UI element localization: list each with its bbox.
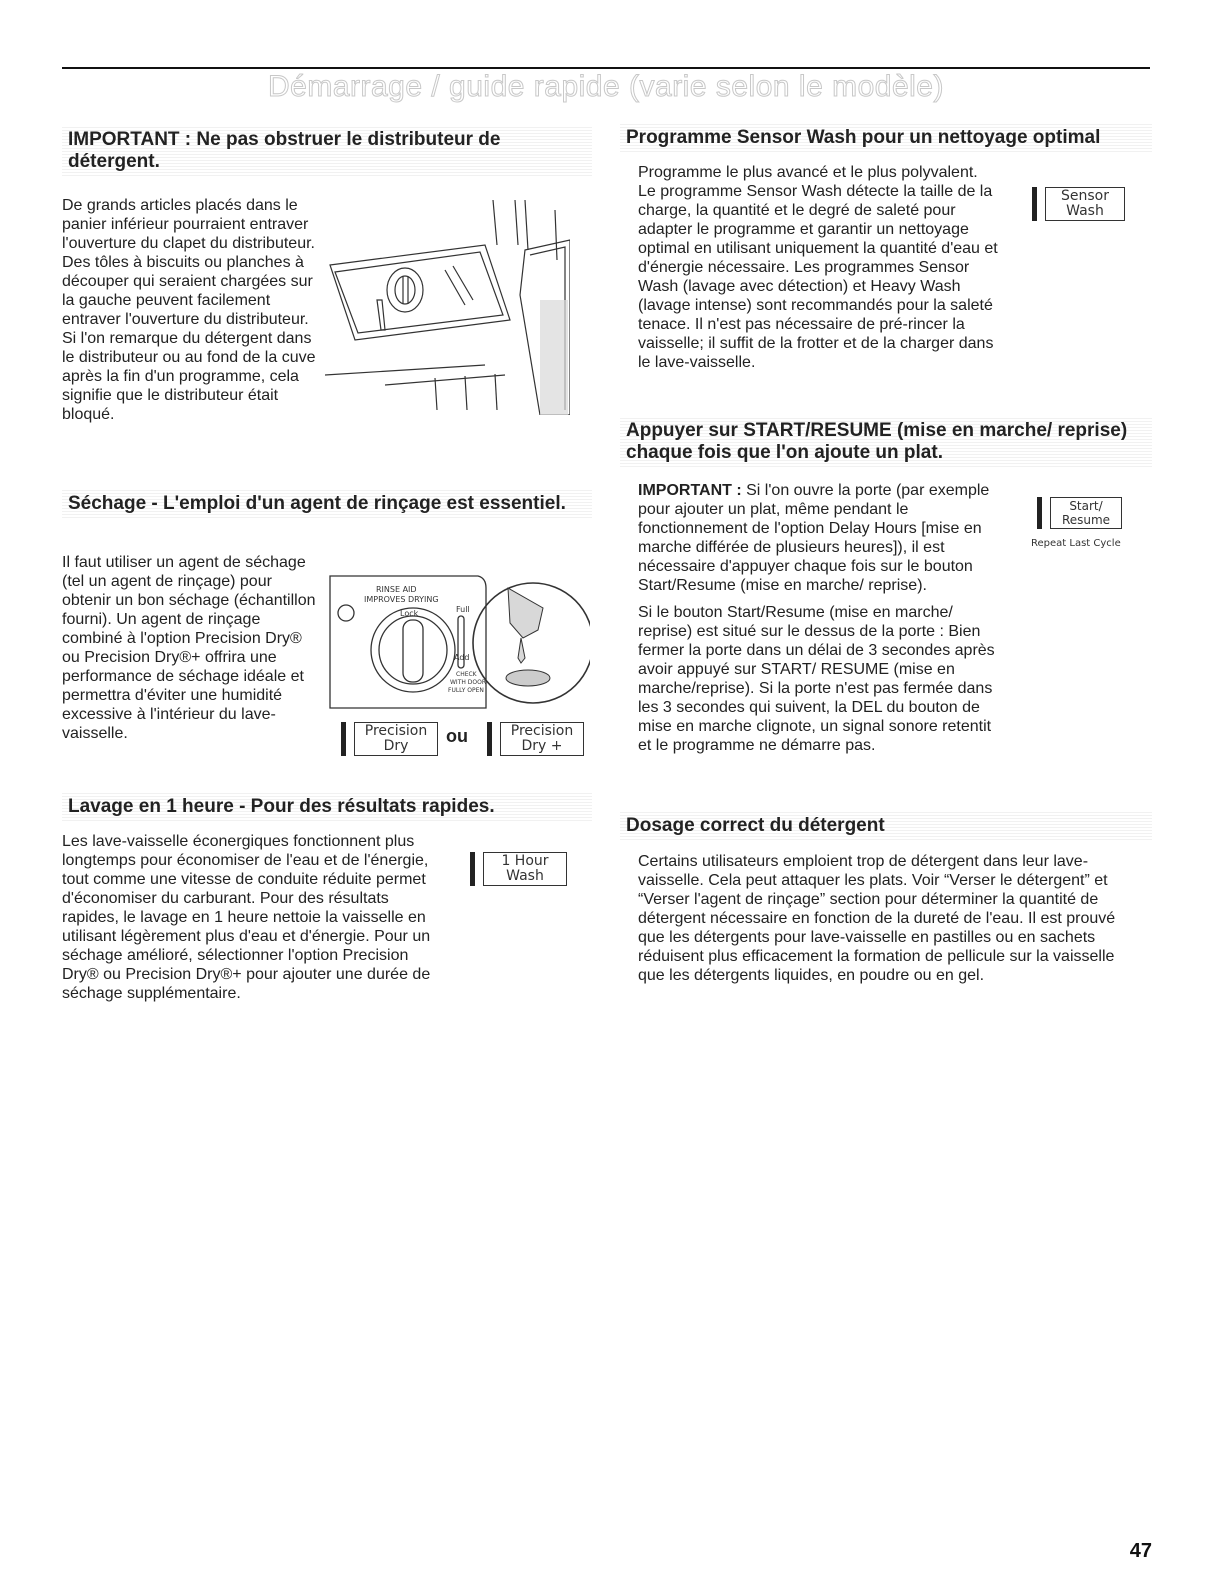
- button-indicator: [470, 852, 475, 886]
- precision-dry-button-label: Precision Dry: [354, 722, 438, 756]
- precision-dry-plus-button-label: Precision Dry +: [500, 722, 584, 756]
- button-indicator: [1037, 497, 1042, 529]
- start-body-text-1: Si l'on ouvre la porte (par exemple pour ajouter un plat, même pendant le fonctionnement de l'option Delay Hours [mise en marche différée de plusieurs heures]), il est nécessaire d'appuyer chaque fois sur le bouton Start/Resume (mise en marche/ reprise).: [638, 482, 990, 594]
- top-rule: [62, 67, 1150, 69]
- drying-body: Il faut utiliser un agent de séchage (tel un agent de rinçage) pour obtenir un bon séchage (échantillon fourni). Un agent de rinçage combiné à l'option Precision Dry® ou Precision Dry®+ offrira une performance de séchage idéale et permettra d'éviter une humidité excessive à l'intérieur du lave-vaisselle.: [62, 554, 316, 742]
- button-indicator: [341, 722, 346, 756]
- rinse-aid-label: RINSE AID: [376, 585, 417, 594]
- dosage-body: Certains utilisateurs emploient trop de détergent dans leur lave-vaisselle. Cela peut attaquer les plats. Voir “Verser le détergent” et “Verser l'agent de rinçage” section pour déterminer la quantité de détergent nécessaire en fonction de la dureté de l'eau. Il est prouvé que les détergents pour lave-vaisselle en pastilles ou en sachets réduisent plus efficacement la formation de pellicule sur la vaisselle que les détergents liquides, en poudre ou en gel.: [638, 853, 1116, 984]
- one-hour-wash-button-label: 1 Hour Wash: [483, 852, 567, 886]
- full-label: Full: [456, 605, 470, 614]
- start-body-paragraph-1: [638, 481, 1008, 595]
- dispenser-illustration: [325, 200, 570, 415]
- or-label: ou: [446, 726, 468, 746]
- sensor-body: Programme le plus avancé et le plus polyvalent. Le programme Sensor Wash détecte la taille de la charge, la quantité et le degré de saleté pour adapter le programme et garantir un nettoyage optimal en utilisant uniquement la quantité d'eau et d'énergie nécessaire. Les programmes Sensor Wash (lavage avec détection) et Heavy Wash (lavage intense) sont recommandés pour la saleté tenace. Il n'est pas nécessaire de pré-rincer la vaisselle; il suffit de la frotter et de la charger dans le lave-vaisselle.: [638, 164, 998, 371]
- page-number: 47: [1129, 1540, 1152, 1562]
- page-title: Démarrage / guide rapide (varie selon le modèle): [267, 70, 944, 103]
- lock-label: Lock: [400, 609, 419, 618]
- one-hour-wash-button: [470, 852, 567, 886]
- sensor-wash-button: [1032, 187, 1125, 221]
- with-door-label: WITH DOOR: [450, 679, 487, 686]
- start-resume-button-label: Start/ Resume: [1050, 497, 1122, 529]
- repeat-last-cycle-caption: Repeat Last Cycle: [1031, 538, 1121, 549]
- button-indicator: [487, 722, 492, 756]
- fully-open-label: FULLY OPEN: [448, 687, 484, 694]
- dosage-heading: Dosage correct du détergent: [620, 812, 1152, 840]
- sensor-heading: Programme Sensor Wash pour un nettoyage optimal: [620, 124, 1152, 152]
- precision-dry-button: [341, 722, 438, 756]
- check-label: CHECK: [456, 671, 477, 678]
- start-body-paragraph-2: Si le bouton Start/Resume (mise en marche/ reprise) est situé sur le dessus de la porte : Bien fermer la porte dans un délai de 3 secondes après avoir appuyé sur START/ RESUME (mise en marche/reprise). Si la porte n'est pas fermée dans les 3 secondes qui suivent, la DEL du bouton de mise en marche clignote, un signal sonore retentit et le programme ne démarre pas.: [638, 604, 995, 754]
- one-hour-heading: Lavage en 1 heure - Pour des résultats rapides.: [62, 793, 592, 821]
- dispenser-heading: IMPORTANT : Ne pas obstruer le distributeur de détergent.: [62, 126, 592, 176]
- improves-drying-label: IMPROVES DRYING: [364, 595, 439, 604]
- start-resume-button: [1037, 497, 1122, 529]
- dispenser-body: De grands articles placés dans le panier inférieur pourraient entraver l'ouverture du clapet du distributeur. Des tôles à biscuits ou planches à découper qui seraient chargées sur la gauche peuvent facilement entraver l'ouverture du distributeur. Si l'on remarque du détergent dans le distributeur ou au fond de la cuve après la fin d'un programme, cela signifie que le distributeur était bloqué.: [62, 197, 316, 423]
- drying-heading: Séchage - L'emploi d'un agent de rinçage est essentiel.: [62, 490, 592, 518]
- precision-dry-plus-button: [487, 722, 584, 756]
- add-label: Add: [454, 653, 470, 662]
- sensor-wash-button-label: Sensor Wash: [1045, 187, 1125, 221]
- start-body: [638, 481, 1008, 755]
- start-heading: Appuyer sur START/RESUME (mise en marche/ reprise) chaque fois que l'on ajoute un plat.: [620, 417, 1152, 467]
- important-label: IMPORTANT :: [638, 482, 742, 499]
- rinse-aid-illustration: [328, 568, 590, 713]
- one-hour-body: Les lave-vaisselle éconergiques fonctionnent plus longtemps pour économiser de l'eau et de l'énergie, tout comme une vitesse de conduite réduite permet d'économiser du carburant. Pour des résultats rapides, le lavage en 1 heure nettoie la vaisselle en utilisant légèrement plus d'eau et d'énergie. Pour un séchage amélioré, sélectionner l'option Precision Dry® ou Precision Dry®+ pour ajouter une durée de séchage supplémentaire.: [62, 833, 431, 1002]
- button-indicator: [1032, 187, 1037, 221]
